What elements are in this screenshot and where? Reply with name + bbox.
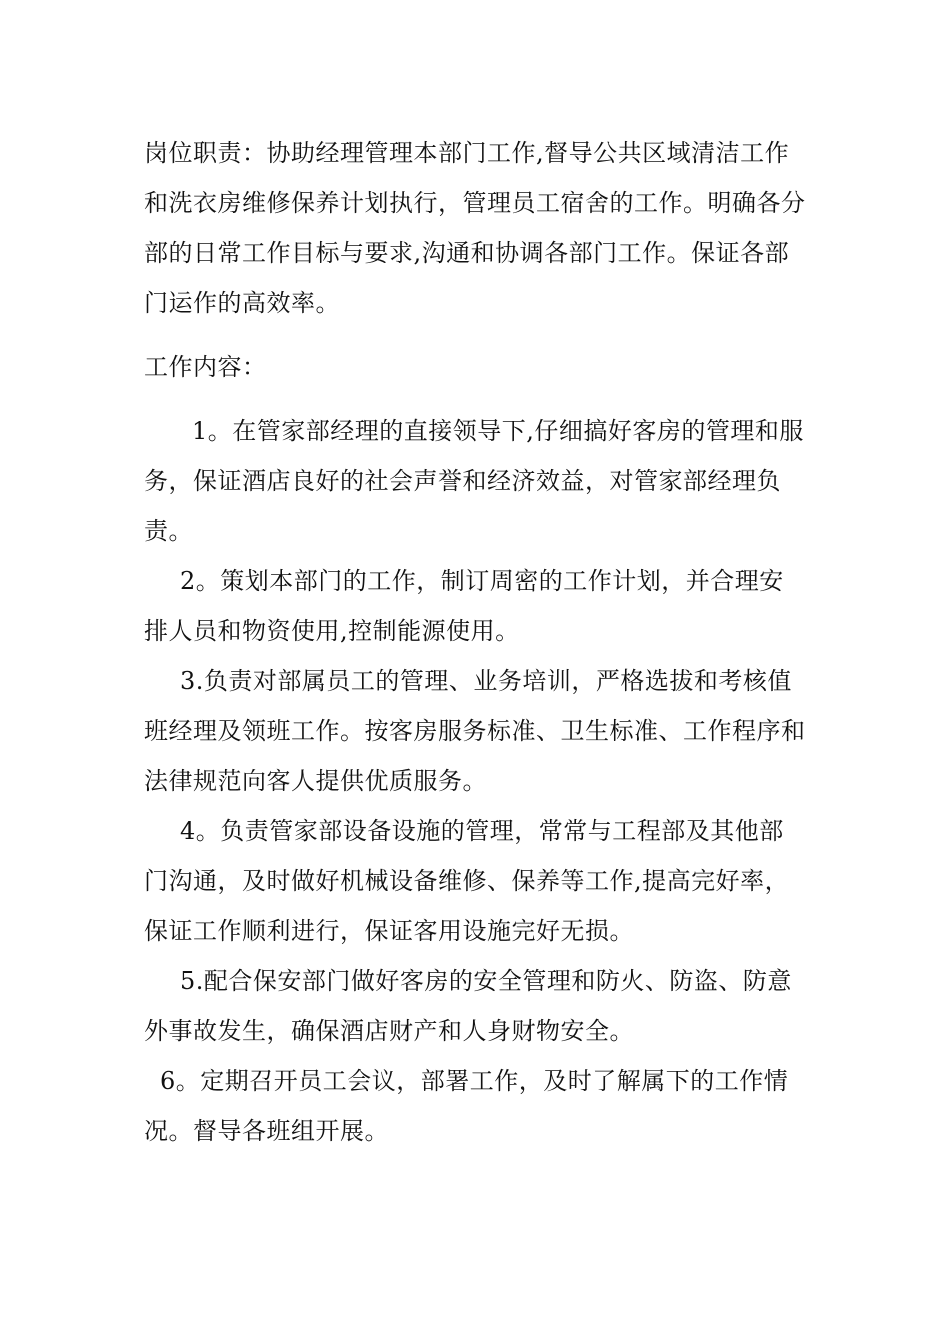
list-item: 4。负责管家部设备设施的管理，常常与工程部及其他部门沟通，及时做好机械设备维修、保养等工作,提高完好率，保证工作顺利进行，保证客用设施完好无损。 (144, 817, 790, 945)
list-item: 1。在管家部经理的直接领导下,仔细搞好客房的管理和服务，保证酒店良好的社会声誉和经济效益，对管家部经理负责。 (144, 417, 804, 545)
list-item: 6。定期召开员工会议，部署工作，及时了解属下的工作情况。督导各班组开展。 (144, 1067, 789, 1145)
duty-paragraph: 岗位职责：协助经理管理本部门工作,督导公共区域清洁工作和洗衣房维修保养计划执行，管理员工宿舍的工作。明确各分部的日常工作目标与要求,沟通和协调各部门工作。保证各部门运作的高效率。 (144, 139, 806, 317)
list-item: 2。策划本部门的工作，制订周密的工作计划，并合理安排人员和物资使用,控制能源使用。 (144, 567, 784, 645)
document-page (144, 128, 808, 1156)
content-heading: 工作内容： (144, 353, 267, 381)
list-item: 5.配合保安部门做好客房的安全管理和防火、防盗、防意外事故发生，确保酒店财产和人身财物安全。 (144, 967, 792, 1045)
list-item: 3.负责对部属员工的管理、业务培训，严格选拔和考核值班经理及领班工作。按客房服务标准、卫生标准、工作程序和法律规范向客人提供优质服务。 (144, 667, 806, 795)
